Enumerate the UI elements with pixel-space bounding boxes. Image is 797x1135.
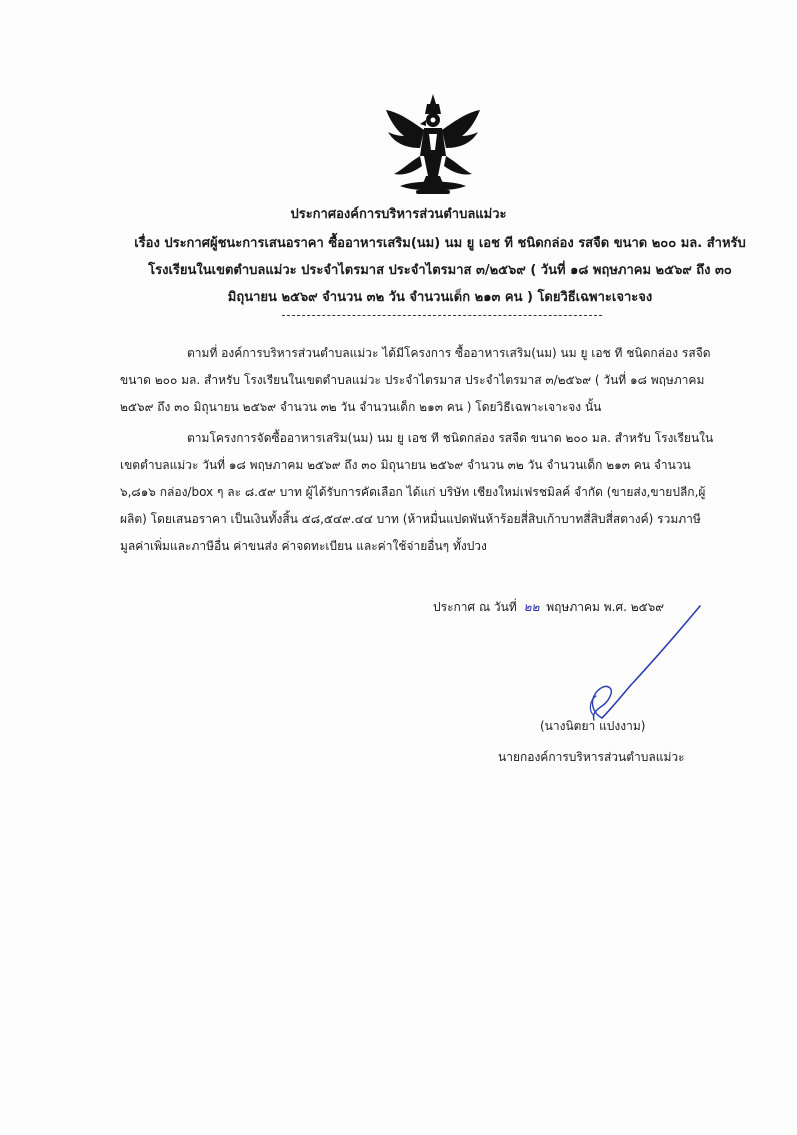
subject-line: มิถุนายน ๒๕๖๙ จำนวน ๓๒ วัน จำนวนเด็ก ๒๑๓ คน ) โดยวิธีเฉพาะเจาะจง bbox=[227, 290, 653, 305]
divider-line bbox=[282, 315, 602, 316]
subject-line: เรื่อง ประกาศผู้ชนะการเสนอราคา ซื้ออาหารเสริม(นม) นม ยู เอช ที ชนิดกล่อง รสจืด ขนาด ๒๐๐ มล. สำหรับ bbox=[134, 236, 746, 251]
paragraph-line: ผลิต) โดยเสนอราคา เป็นเงินทั้งสิ้น ๕๘,๕๔๙.๔๔ บาท (ห้าหมื่นแปดพันห้าร้อยสี่สิบเก้าบาทสี่สิบสี่สตางค์) รวมภาษี bbox=[120, 512, 701, 526]
paragraph-line: ตามโครงการจัดซื้ออาหารเสริม(นม) นม ยู เอช ที ชนิดกล่อง รสจืด ขนาด ๒๐๐ มล. สำหรับ โรงเรียนใน bbox=[187, 431, 714, 445]
subject-block bbox=[120, 230, 760, 311]
paragraph-line: ๒๕๖๙ ถึง ๓๐ มิถุนายน ๒๕๖๙ จำนวน ๓๒ วัน จำนวนเด็ก ๒๑๓ คน ) โดยวิธีเฉพาะเจาะจง นั้น bbox=[120, 400, 602, 414]
date-prefix: ประกาศ ณ วันที่ bbox=[433, 600, 517, 614]
paragraph-2 bbox=[120, 425, 760, 560]
subject-line: โรงเรียนในเขตตำบลแม่วะ ประจำไตรมาส ประจำไตรมาส ๓/๒๕๖๙ ( วันที่ ๑๘ พฤษภาคม ๒๕๖๙ ถึง ๓๐ bbox=[148, 263, 732, 278]
signer-position: นายกองค์การบริหารส่วนตำบลแม่วะ bbox=[498, 750, 685, 764]
garuda-emblem-icon bbox=[380, 90, 486, 200]
signature-icon bbox=[560, 600, 720, 730]
paragraph-line: ขนาด ๒๐๐ มล. สำหรับ โรงเรียนในเขตตำบลแม่วะ ประจำไตรมาส ประจำไตรมาส ๓/๒๕๖๙ ( วันที่ ๑๘ พฤษภาคม bbox=[120, 373, 705, 387]
signer-name: (นางนิตยา แปงงาม) bbox=[540, 719, 646, 733]
paragraph-line: ตามที่ องค์การบริหารส่วนตำบลแม่วะ ได้มีโครงการ ซื้ออาหารเสริม(นม) นม ยู เอช ที ชนิดกล่อง รสจืด bbox=[187, 346, 711, 360]
date-month-year: พฤษภาคม พ.ศ. ๒๕๖๙ bbox=[546, 600, 665, 614]
date-day-handwritten: ๒๒ bbox=[523, 600, 540, 614]
header-title: ประกาศองค์การบริหารส่วนตำบลแม่วะ bbox=[290, 207, 507, 222]
paragraph-line: เขตตำบลแม่วะ วันที่ ๑๘ พฤษภาคม ๒๕๖๙ ถึง ๓๐ มิถุนายน ๒๕๖๙ จำนวน ๓๒ วัน จำนวนเด็ก ๒๑๓ คน จำนวน bbox=[120, 458, 691, 472]
paragraph-line: ๖,๘๑๖ กล่อง/box ๆ ละ ๘.๕๙ บาท ผู้ได้รับการคัดเลือก ได้แก่ บริษัท เชียงใหม่เฟรชมิลค์ จำกัด (ขายส่ง,ขายปลีก,ผู้ bbox=[120, 485, 706, 499]
paragraph-1 bbox=[120, 340, 760, 421]
paragraph-line: มูลค่าเพิ่มและภาษีอื่น ค่าขนส่ง ค่าจดทะเบียน และค่าใช้จ่ายอื่นๆ ทั้งปวง bbox=[120, 539, 487, 553]
